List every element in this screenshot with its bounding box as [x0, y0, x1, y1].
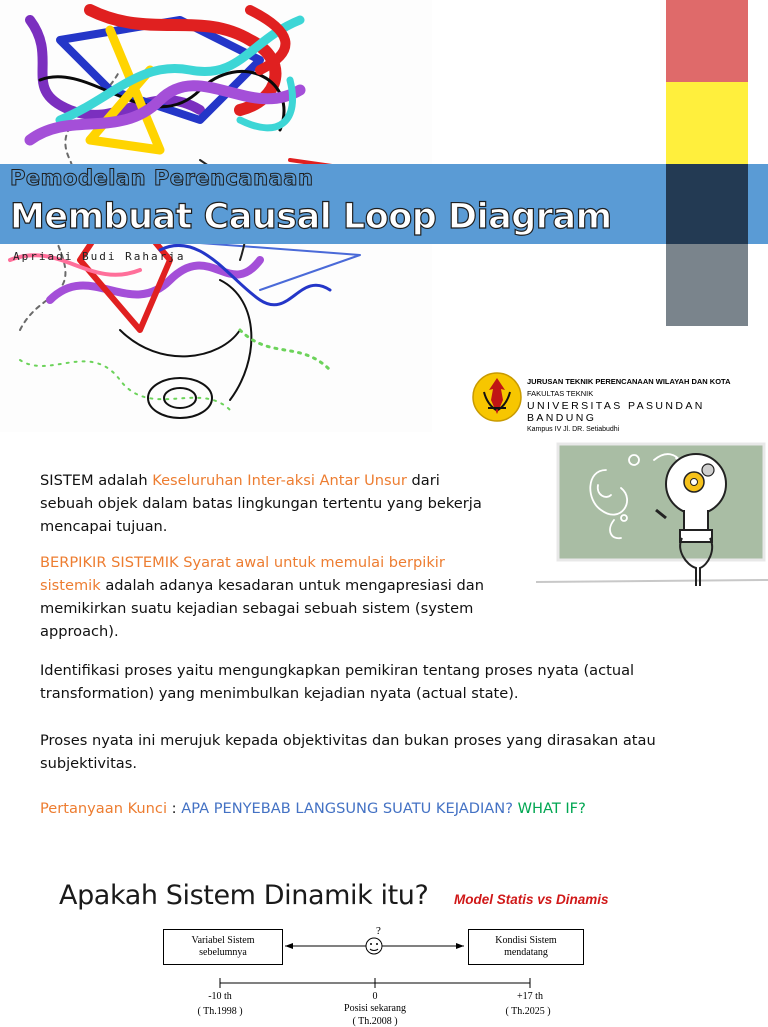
institution-block — [472, 370, 768, 433]
timeline-center-year: ( Th.2008 ) — [352, 1016, 398, 1027]
key-question-label: Pertanyaan Kunci — [40, 800, 168, 817]
timeline-left-year: ( Th.1998 ) — [197, 1006, 243, 1017]
author-name: Apriadi Budi Raharja — [13, 250, 186, 263]
arrow-right-head — [456, 943, 464, 949]
institution-university: UNIVERSITAS PASUNDAN BANDUNG — [527, 400, 705, 424]
color-strip-red — [666, 0, 748, 82]
timeline-right-year: ( Th.2025 ) — [505, 1006, 551, 1017]
institution-faculty: FAKULTAS TEKNIK — [527, 389, 594, 398]
berpikir-suffix: adalah adanya kesadaran untuk mengapresiasi dan memikirkan suatu kejadian sebagai sebuah sistem (system approach). — [40, 577, 484, 640]
thinking-face-icon — [366, 938, 382, 954]
berpikir-highlight: BERPIKIR SISTEMIK Syarat awal untuk memulai berpikir sistemik — [40, 554, 445, 594]
key-question-text: APA PENYEBAB LANGSUNG SUATU KEJADIAN? — [181, 800, 513, 817]
institution-department: JURUSAN TEKNIK PERENCANAAN WILAYAH DAN KOTA — [527, 377, 731, 386]
color-strip-navy — [666, 164, 748, 244]
paragraph-berpikir-sistemik — [40, 551, 490, 643]
institution-campus: Kampus IV Jl. DR. Setiabudhi — [527, 426, 620, 433]
paragraph-identifikasi: Identifikasi proses yaitu mengungkapkan pemikiran tentang proses nyata (actual transformation) yang menimbulkan kejadian nyata (actual state). — [40, 662, 635, 702]
arrow-left-head — [285, 943, 293, 949]
previous-variable-line2: sebelumnya — [199, 947, 247, 958]
question-mark: ? — [376, 925, 381, 937]
dynamic-system-subtitle: Model Statis vs Dinamis — [454, 892, 609, 907]
future-condition-line2: mendatang — [504, 947, 548, 958]
university-crest-icon — [472, 370, 522, 424]
future-condition-line1: Kondisi Sistem — [495, 935, 557, 946]
color-strip-gray — [666, 244, 748, 326]
slide-subtitle: Pemodelan Perencanaan — [10, 166, 314, 190]
slide-title: Membuat Causal Loop Diagram — [10, 197, 612, 237]
dynamic-system-title: Apakah Sistem Dinamik itu? — [59, 880, 429, 911]
key-question — [40, 797, 760, 820]
sistem-suffix: dari sebuah objek dalam batas lingkungan tertentu yang bekerja mencapai tujuan. — [40, 472, 482, 535]
key-question-whatif: WHAT IF? — [512, 800, 586, 817]
key-question-separator: : — [167, 800, 182, 817]
sistem-highlight: Keseluruhan Inter-aksi Antar Unsur — [152, 472, 407, 489]
paragraph-proses-nyata: Proses nyata ini merujuk kepada objektivitas dan bukan proses yang dirasakan atau subjektivitas. — [40, 732, 656, 772]
timeline-center-label: Posisi sekarang — [344, 1003, 406, 1014]
timeline-left-offset: -10 th — [208, 991, 232, 1002]
sistem-prefix: SISTEM adalah — [40, 472, 153, 489]
chalkboard-thinking-illustration — [536, 440, 768, 586]
previous-variable-line1: Variabel Sistem — [191, 935, 255, 946]
color-strip-yellow — [666, 82, 748, 164]
paragraph-sistem — [40, 469, 490, 538]
timeline-center-offset: 0 — [372, 991, 378, 1002]
timeline-right-offset: +17 th — [517, 991, 543, 1002]
